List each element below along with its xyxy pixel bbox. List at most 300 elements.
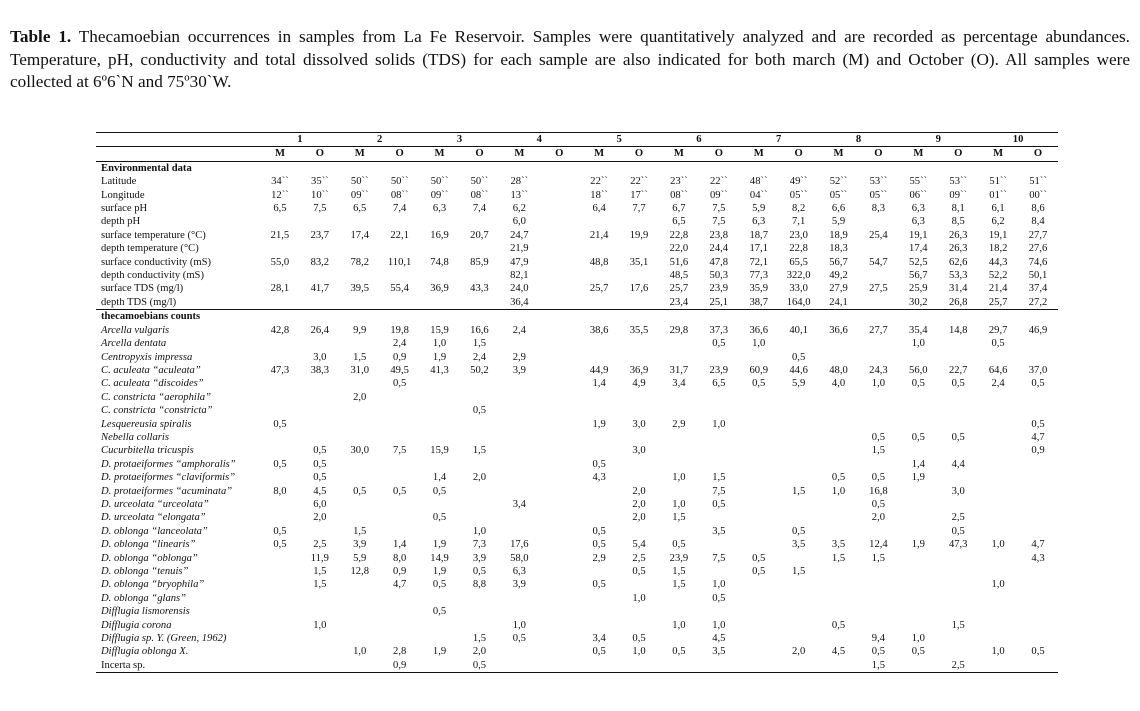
table-cell — [539, 565, 579, 578]
table-cell — [858, 565, 898, 578]
table-cell: 2,8 — [393, 646, 407, 658]
table-cell: 0,5 — [1031, 418, 1045, 430]
table-cell — [459, 377, 499, 390]
table-cell — [340, 269, 380, 282]
table-cell — [260, 552, 300, 565]
table-cell: 27,7 — [1028, 229, 1048, 241]
table-cell: 35`` — [311, 176, 329, 188]
site-header: 5 — [579, 133, 659, 147]
table-cell: 22`` — [590, 176, 608, 188]
table-cell — [300, 269, 340, 282]
table-cell: 1,4 — [393, 539, 407, 551]
table-cell — [779, 458, 819, 471]
table-cell: 0,5 — [313, 445, 327, 457]
row-label: Arcella vulgaris — [101, 324, 170, 336]
table-cell — [380, 418, 420, 431]
row-label: D. oblonga “tenuis” — [101, 566, 189, 577]
table-cell: 1,0 — [632, 646, 646, 658]
row-label: Lesquereusia spiralis — [101, 418, 192, 430]
table-cell — [1018, 458, 1058, 471]
table-row — [96, 565, 1058, 578]
table-cell: 4,4 — [951, 458, 965, 470]
table-cell: 82,1 — [510, 270, 529, 282]
table-cell — [938, 351, 978, 364]
table-cell: 4,9 — [632, 378, 646, 390]
table-cell: 2,4 — [472, 351, 487, 363]
table-cell — [420, 377, 460, 390]
table-cell: 5,9 — [353, 552, 367, 564]
table-cell — [340, 377, 380, 390]
table-cell: 3,5 — [831, 539, 846, 551]
table-cell: 56,7 — [829, 256, 848, 268]
season-header: O — [619, 147, 659, 161]
table-row — [96, 632, 1058, 645]
table-cell: 50`` — [390, 176, 409, 188]
table-cell — [819, 605, 859, 618]
table-cell — [380, 619, 420, 632]
table-cell: 44,6 — [789, 364, 808, 376]
table-row — [96, 189, 1058, 202]
table-cell — [260, 444, 300, 457]
table-cell: 15,9 — [430, 324, 449, 336]
table-cell — [539, 525, 579, 538]
table-cell — [579, 444, 619, 457]
table-cell — [499, 471, 539, 484]
row-label: D. protaeiformes “acuminata” — [101, 485, 233, 497]
table-cell — [459, 418, 499, 431]
table-cell: 6,4 — [592, 203, 606, 215]
table-cell: 2,0 — [472, 646, 487, 658]
table-cell — [659, 525, 699, 538]
table-cell — [499, 659, 539, 673]
table-cell — [499, 525, 539, 538]
table-cell — [619, 337, 659, 350]
row-label: surface temperature (°C) — [101, 229, 206, 241]
table-cell: 2,5 — [951, 512, 965, 524]
table-row — [96, 215, 1058, 228]
season-header: O — [300, 147, 340, 161]
table-cell: 0,5 — [792, 525, 806, 537]
table-cell: 0,5 — [273, 418, 287, 430]
table-cell: 30,0 — [350, 445, 370, 457]
table-cell: 1,5 — [672, 512, 686, 524]
table-cell: 4,5 — [313, 485, 327, 497]
table-cell: 0,5 — [911, 431, 925, 443]
table-cell: 3,9 — [472, 552, 487, 564]
caption-label: Table 1. — [10, 27, 72, 46]
table-cell — [1018, 498, 1058, 511]
table-cell — [260, 619, 300, 632]
table-cell — [1018, 632, 1058, 645]
table-cell — [699, 458, 739, 471]
table-cell — [300, 632, 340, 645]
table-cell — [340, 619, 380, 632]
table-cell: 6,2 — [991, 216, 1005, 228]
table-cell — [898, 565, 938, 578]
table-cell: 6,3 — [752, 216, 766, 228]
table-cell: 23,9 — [669, 552, 689, 564]
table-cell: 35,9 — [749, 283, 768, 295]
table-cell: 2,4 — [393, 338, 407, 350]
table-cell: 64,6 — [988, 364, 1008, 376]
season-header: M — [340, 147, 380, 161]
table-cell — [819, 592, 859, 605]
table-cell — [659, 431, 699, 444]
table-cell: 7,4 — [393, 203, 407, 215]
table-cell: 17,4 — [350, 229, 370, 241]
table-cell — [779, 619, 819, 632]
table-cell — [779, 431, 819, 444]
table-row — [96, 525, 1058, 538]
table-cell: 23,0 — [789, 229, 808, 241]
table-row — [96, 324, 1058, 337]
table-cell: 1,0 — [712, 418, 726, 430]
table-cell — [619, 351, 659, 364]
table-cell: 22,8 — [789, 243, 808, 255]
table-cell: 10`` — [311, 189, 329, 201]
table-cell: 35,5 — [629, 324, 649, 336]
table-cell: 1,4 — [592, 378, 606, 390]
table-cell — [539, 645, 579, 658]
table-cell: 15,9 — [430, 445, 449, 457]
table-cell: 6,5 — [353, 203, 367, 215]
table-cell — [739, 592, 779, 605]
table-cell — [898, 351, 938, 364]
table-row — [96, 296, 1058, 310]
table-cell — [539, 256, 579, 269]
table-cell — [898, 552, 938, 565]
season-header: O — [1018, 147, 1058, 161]
row-label: Difflugia sp. Y. (Green, 1962) — [101, 633, 227, 645]
table-cell: 74,8 — [430, 256, 449, 268]
table-cell: 37,4 — [1028, 283, 1048, 295]
table-cell — [300, 391, 340, 404]
table-cell: 4,5 — [712, 633, 726, 645]
season-header: M — [739, 147, 779, 161]
table-cell — [260, 605, 300, 618]
table-cell — [819, 659, 859, 673]
table-cell: 2,0 — [792, 646, 806, 658]
table-cell — [579, 215, 619, 228]
table-cell — [499, 431, 539, 444]
table-cell: 52,5 — [909, 256, 928, 268]
table-cell: 8,4 — [1031, 216, 1045, 228]
row-label: D. oblonga “lanceolata” — [101, 525, 208, 537]
table-cell: 12`` — [271, 189, 289, 201]
table-cell — [539, 592, 579, 605]
table-cell: 0,5 — [592, 525, 606, 537]
row-label: Difflugia corona — [101, 619, 172, 631]
table-cell — [459, 391, 499, 404]
table-cell: 0,5 — [871, 431, 886, 443]
table-row — [96, 552, 1058, 565]
row-label: Nebella collaris — [101, 431, 169, 443]
table-cell — [978, 659, 1018, 673]
table-cell — [779, 444, 819, 457]
season-header: M — [659, 147, 699, 161]
row-label: Difflugia oblonga X. — [101, 646, 189, 658]
table-cell — [978, 511, 1018, 524]
table-cell — [260, 578, 300, 591]
table-cell: 18,2 — [988, 243, 1008, 255]
table-row — [96, 485, 1058, 498]
table-cell — [420, 632, 460, 645]
table-cell — [539, 202, 579, 215]
header-corner — [96, 147, 260, 161]
table-cell — [380, 592, 420, 605]
table-cell — [739, 511, 779, 524]
table-cell — [779, 498, 819, 511]
table-cell: 53`` — [869, 176, 888, 188]
table-cell — [619, 525, 659, 538]
table-cell — [699, 391, 739, 404]
table-cell: 16,6 — [470, 324, 489, 336]
table-cell — [499, 605, 539, 618]
row-label: C. aculeata “discoides” — [101, 378, 204, 390]
table-cell: 17,1 — [749, 243, 768, 255]
table-cell: 3,9 — [512, 364, 526, 376]
table-cell — [260, 645, 300, 658]
table-cell: 1,0 — [472, 525, 487, 537]
table-cell: 7,5 — [393, 445, 407, 457]
table-cell: 27,2 — [1028, 296, 1048, 308]
table-cell: 17,6 — [510, 539, 529, 551]
table-cell: 7,5 — [712, 203, 726, 215]
table-cell: 36,6 — [829, 324, 848, 336]
table-cell: 49,2 — [829, 270, 848, 282]
table-cell: 6,7 — [672, 203, 686, 215]
table-cell: 22,0 — [669, 243, 689, 255]
table-cell — [819, 565, 859, 578]
table-cell — [340, 632, 380, 645]
table-cell: 23,4 — [669, 296, 689, 308]
table-cell: 50`` — [430, 176, 449, 188]
table-cell — [779, 511, 819, 524]
table-cell — [380, 525, 420, 538]
table-cell: 36,9 — [430, 283, 449, 295]
table-row — [96, 202, 1058, 215]
table-cell: 49`` — [789, 176, 808, 188]
table-cell — [260, 565, 300, 578]
table-cell: 4,7 — [393, 579, 407, 591]
table-cell: 0,5 — [592, 646, 606, 658]
table-cell — [420, 391, 460, 404]
table-cell: 50,1 — [1028, 270, 1048, 282]
row-label: Longitude — [101, 189, 145, 201]
table-cell: 6,5 — [672, 216, 686, 228]
table-cell — [978, 525, 1018, 538]
section-heading-counts: thecamoebians counts — [96, 310, 1058, 324]
table-cell: 05`` — [829, 189, 848, 201]
table-cell — [260, 471, 300, 484]
row-label: depth conductivity (mS) — [101, 270, 204, 282]
season-header: O — [380, 147, 420, 161]
table-cell — [898, 605, 938, 618]
table-cell: 4,3 — [592, 472, 606, 484]
table-cell: 22`` — [710, 176, 728, 188]
table-cell — [978, 552, 1018, 565]
table-cell: 1,5 — [831, 552, 846, 564]
table-cell: 36,6 — [749, 324, 768, 336]
table-cell — [978, 351, 1018, 364]
table-cell: 7,4 — [472, 203, 487, 215]
table-row — [96, 578, 1058, 591]
table-cell: 1,4 — [911, 458, 925, 470]
table-cell — [499, 485, 539, 498]
table-cell — [819, 444, 859, 457]
table-cell — [619, 458, 659, 471]
table-cell — [978, 471, 1018, 484]
table-cell — [1018, 351, 1058, 364]
table-cell: 78,2 — [350, 256, 370, 268]
table-cell — [699, 404, 739, 417]
table-cell — [300, 215, 340, 228]
table-cell — [659, 444, 699, 457]
table-cell — [380, 404, 420, 417]
table-cell — [459, 431, 499, 444]
table-cell: 77,3 — [749, 270, 768, 282]
table-cell: 50`` — [470, 176, 489, 188]
table-cell: 38,3 — [310, 364, 330, 376]
table-cell: 01`` — [989, 189, 1007, 201]
table-cell — [539, 619, 579, 632]
table-cell: 0,5 — [951, 378, 965, 390]
table-cell: 1,0 — [991, 539, 1005, 551]
table-cell — [819, 391, 859, 404]
table-cell — [340, 296, 380, 310]
table-row — [96, 282, 1058, 295]
table-cell — [579, 565, 619, 578]
table-cell: 8,2 — [792, 203, 806, 215]
table-cell — [459, 511, 499, 524]
table-row — [96, 645, 1058, 658]
table-cell: 25,9 — [909, 283, 928, 295]
row-label: D. urceolata “elongata” — [101, 512, 206, 524]
table-cell: 38,7 — [749, 296, 768, 308]
table-cell: 48,5 — [669, 270, 689, 282]
table-cell: 09`` — [710, 189, 728, 201]
table-cell: 19,1 — [988, 229, 1008, 241]
table-cell: 09`` — [430, 189, 449, 201]
table-cell: 23,9 — [709, 364, 729, 376]
row-label: Centropyxis impressa — [101, 351, 193, 363]
table-cell: 28,1 — [270, 283, 290, 295]
table-cell: 4,3 — [1031, 552, 1045, 564]
table-cell — [978, 605, 1018, 618]
table-cell: 3,4 — [592, 633, 606, 645]
table-cell — [619, 605, 659, 618]
table-cell — [819, 351, 859, 364]
table-cell — [499, 377, 539, 390]
table-cell: 09`` — [350, 189, 369, 201]
site-header: 10 — [978, 133, 1058, 147]
table-cell — [978, 418, 1018, 431]
table-cell — [539, 215, 579, 228]
table-cell — [260, 296, 300, 310]
table-cell — [300, 337, 340, 350]
table-cell — [699, 659, 739, 673]
table-row — [96, 404, 1058, 417]
table-cell — [420, 498, 460, 511]
table-cell — [380, 269, 420, 282]
table-cell — [938, 471, 978, 484]
table-cell — [539, 418, 579, 431]
table-cell — [260, 269, 300, 282]
table-cell: 0,5 — [871, 472, 886, 484]
table-cell: 0,5 — [353, 485, 367, 497]
row-label: surface conductivity (mS) — [101, 256, 212, 268]
table-cell — [420, 418, 460, 431]
table-cell — [819, 632, 859, 645]
table-cell — [539, 444, 579, 457]
table-cell: 25,4 — [869, 229, 888, 241]
table-cell: 12,8 — [350, 566, 370, 577]
table-cell: 11,9 — [310, 552, 329, 564]
table-cell — [978, 458, 1018, 471]
table-cell: 6,1 — [991, 203, 1005, 215]
table-cell — [380, 605, 420, 618]
table-cell — [420, 404, 460, 417]
table-cell — [300, 404, 340, 417]
table-cell: 8,1 — [951, 203, 965, 215]
table-cell — [420, 458, 460, 471]
table-cell: 5,9 — [752, 203, 766, 215]
table-cell: 51`` — [989, 176, 1007, 188]
table-cell — [579, 337, 619, 350]
table-cell: 44,3 — [988, 256, 1008, 268]
table-cell — [978, 391, 1018, 404]
table-cell — [340, 337, 380, 350]
table-cell — [1018, 605, 1058, 618]
table-cell — [619, 619, 659, 632]
table-cell: 1,5 — [472, 633, 487, 645]
row-label: D. protaeiformes “claviformis” — [101, 472, 236, 484]
table-cell: 16,9 — [430, 229, 449, 241]
table-cell: 47,8 — [709, 256, 729, 268]
table-cell — [938, 565, 978, 578]
table-cell — [659, 659, 699, 673]
table-cell — [459, 458, 499, 471]
table-cell — [260, 431, 300, 444]
table-cell — [539, 377, 579, 390]
table-cell: 22,1 — [390, 229, 409, 241]
table-cell — [898, 511, 938, 524]
table-cell: 8,5 — [951, 216, 965, 228]
table-cell — [938, 605, 978, 618]
table-cell — [978, 404, 1018, 417]
table-row — [96, 377, 1058, 390]
table-cell: 7,5 — [313, 203, 327, 215]
row-label: D. oblonga “bryophila” — [101, 579, 205, 591]
table-cell: 0,5 — [313, 472, 327, 484]
table-cell — [539, 175, 579, 188]
table-cell — [739, 391, 779, 404]
table-cell — [499, 444, 539, 457]
table-row — [96, 538, 1058, 551]
table-cell: 40,1 — [789, 324, 808, 336]
table-cell — [539, 659, 579, 673]
table-cell: 1,5 — [313, 579, 327, 591]
table-cell — [659, 592, 699, 605]
table-cell — [619, 296, 659, 310]
table-cell: 17,4 — [909, 243, 928, 255]
site-header: 4 — [499, 133, 579, 147]
table-cell — [898, 485, 938, 498]
table-cell: 05`` — [789, 189, 808, 201]
table-cell: 1,5 — [712, 472, 726, 484]
table-cell — [659, 351, 699, 364]
table-cell — [260, 592, 300, 605]
